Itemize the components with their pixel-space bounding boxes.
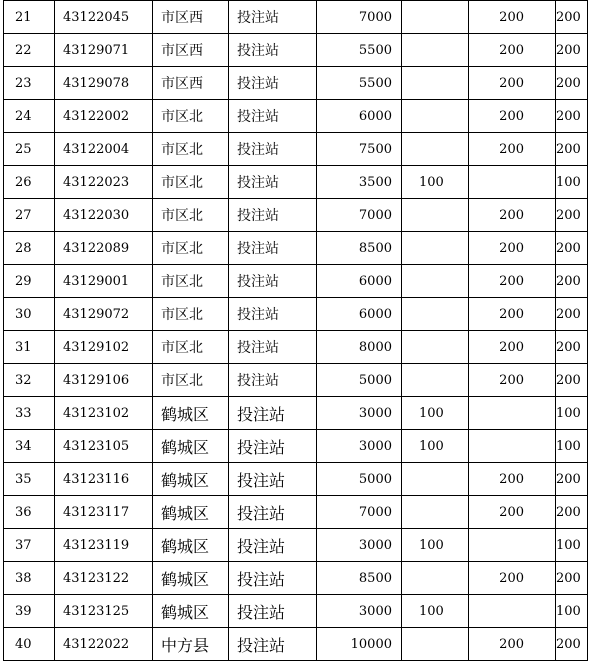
reward-a-cell — [402, 199, 469, 232]
district-cell: 市区西 — [153, 34, 229, 67]
table-row — [4, 100, 588, 133]
total-cell: 200 — [556, 364, 588, 397]
reward-b-cell: 200 — [469, 331, 556, 364]
total-cell: 200 — [556, 133, 588, 166]
reward-a-cell: 100 — [402, 529, 469, 562]
station-code-cell: 43123116 — [55, 463, 153, 496]
type-cell: 投注站 — [229, 331, 317, 364]
reward-a-cell — [402, 463, 469, 496]
reward-b-cell — [469, 166, 556, 199]
reward-b-cell: 200 — [469, 1, 556, 34]
table-row — [4, 628, 588, 661]
type-cell: 投注站 — [229, 199, 317, 232]
station-code-cell: 43123125 — [55, 595, 153, 628]
row-number-cell: 34 — [4, 430, 55, 463]
sales-cell: 8500 — [317, 562, 402, 595]
table-row — [4, 199, 588, 232]
row-number-cell: 26 — [4, 166, 55, 199]
station-code-cell: 43129078 — [55, 67, 153, 100]
district-cell: 市区北 — [153, 199, 229, 232]
station-code-cell: 43122004 — [55, 133, 153, 166]
row-number-cell: 27 — [4, 199, 55, 232]
table-row — [4, 232, 588, 265]
sales-cell: 7000 — [317, 496, 402, 529]
reward-a-cell: 100 — [402, 430, 469, 463]
sales-cell: 7000 — [317, 199, 402, 232]
reward-b-cell: 200 — [469, 133, 556, 166]
district-cell: 市区北 — [153, 133, 229, 166]
table-row — [4, 496, 588, 529]
total-cell: 200 — [556, 463, 588, 496]
row-number-cell: 24 — [4, 100, 55, 133]
row-number-cell: 30 — [4, 298, 55, 331]
district-cell: 鹤城区 — [153, 496, 229, 529]
district-cell: 鹤城区 — [153, 529, 229, 562]
type-cell: 投注站 — [229, 397, 317, 430]
sales-cell: 5000 — [317, 364, 402, 397]
table-row — [4, 298, 588, 331]
total-cell: 200 — [556, 496, 588, 529]
station-code-cell: 43123122 — [55, 562, 153, 595]
district-cell: 市区北 — [153, 364, 229, 397]
station-code-cell: 43129106 — [55, 364, 153, 397]
type-cell: 投注站 — [229, 430, 317, 463]
district-cell: 鹤城区 — [153, 595, 229, 628]
table-row — [4, 562, 588, 595]
total-cell: 100 — [556, 166, 588, 199]
total-cell: 200 — [556, 67, 588, 100]
type-cell: 投注站 — [229, 232, 317, 265]
district-cell: 市区北 — [153, 232, 229, 265]
district-cell: 市区北 — [153, 100, 229, 133]
station-code-cell: 43122089 — [55, 232, 153, 265]
district-cell: 市区北 — [153, 265, 229, 298]
district-cell: 鹤城区 — [153, 430, 229, 463]
station-code-cell: 43129001 — [55, 265, 153, 298]
reward-b-cell — [469, 529, 556, 562]
reward-a-cell — [402, 628, 469, 661]
reward-a-cell: 100 — [402, 397, 469, 430]
row-number-cell: 21 — [4, 1, 55, 34]
station-code-cell: 43123117 — [55, 496, 153, 529]
station-table — [3, 0, 588, 661]
type-cell: 投注站 — [229, 562, 317, 595]
reward-a-cell — [402, 331, 469, 364]
station-code-cell: 43123102 — [55, 397, 153, 430]
reward-b-cell — [469, 397, 556, 430]
total-cell: 200 — [556, 298, 588, 331]
district-cell: 市区北 — [153, 166, 229, 199]
total-cell: 100 — [556, 595, 588, 628]
reward-b-cell: 200 — [469, 496, 556, 529]
total-cell: 100 — [556, 397, 588, 430]
total-cell: 200 — [556, 34, 588, 67]
type-cell: 投注站 — [229, 463, 317, 496]
total-cell: 200 — [556, 232, 588, 265]
type-cell: 投注站 — [229, 166, 317, 199]
reward-a-cell — [402, 232, 469, 265]
station-code-cell: 43129072 — [55, 298, 153, 331]
reward-a-cell — [402, 133, 469, 166]
table-row — [4, 463, 588, 496]
reward-b-cell — [469, 430, 556, 463]
station-code-cell: 43122023 — [55, 166, 153, 199]
district-cell: 鹤城区 — [153, 397, 229, 430]
row-number-cell: 29 — [4, 265, 55, 298]
table-row — [4, 529, 588, 562]
reward-a-cell: 100 — [402, 166, 469, 199]
type-cell: 投注站 — [229, 595, 317, 628]
station-code-cell: 43123105 — [55, 430, 153, 463]
table-row — [4, 397, 588, 430]
reward-b-cell: 200 — [469, 562, 556, 595]
type-cell: 投注站 — [229, 1, 317, 34]
sales-cell: 5500 — [317, 34, 402, 67]
total-cell: 200 — [556, 628, 588, 661]
table-row — [4, 133, 588, 166]
table-row — [4, 34, 588, 67]
district-cell: 市区西 — [153, 67, 229, 100]
sales-cell: 3000 — [317, 397, 402, 430]
reward-a-cell — [402, 67, 469, 100]
total-cell: 200 — [556, 265, 588, 298]
reward-a-cell — [402, 1, 469, 34]
row-number-cell: 40 — [4, 628, 55, 661]
type-cell: 投注站 — [229, 100, 317, 133]
total-cell: 100 — [556, 430, 588, 463]
sales-cell: 5500 — [317, 67, 402, 100]
type-cell: 投注站 — [229, 298, 317, 331]
row-number-cell: 39 — [4, 595, 55, 628]
type-cell: 投注站 — [229, 34, 317, 67]
table-row — [4, 67, 588, 100]
reward-b-cell: 200 — [469, 232, 556, 265]
row-number-cell: 25 — [4, 133, 55, 166]
table-row — [4, 331, 588, 364]
sales-cell: 6000 — [317, 298, 402, 331]
type-cell: 投注站 — [229, 265, 317, 298]
station-code-cell: 43122002 — [55, 100, 153, 133]
sales-cell: 8500 — [317, 232, 402, 265]
row-number-cell: 35 — [4, 463, 55, 496]
total-cell: 100 — [556, 529, 588, 562]
sales-cell: 8000 — [317, 331, 402, 364]
reward-b-cell: 200 — [469, 34, 556, 67]
sales-cell: 7000 — [317, 1, 402, 34]
reward-a-cell — [402, 562, 469, 595]
total-cell: 200 — [556, 199, 588, 232]
type-cell: 投注站 — [229, 67, 317, 100]
district-cell: 鹤城区 — [153, 562, 229, 595]
reward-a-cell — [402, 496, 469, 529]
sales-cell: 3000 — [317, 595, 402, 628]
table-row — [4, 364, 588, 397]
total-cell: 200 — [556, 562, 588, 595]
district-cell: 中方县 — [153, 628, 229, 661]
row-number-cell: 38 — [4, 562, 55, 595]
reward-b-cell: 200 — [469, 199, 556, 232]
station-code-cell: 43123119 — [55, 529, 153, 562]
row-number-cell: 22 — [4, 34, 55, 67]
table-row — [4, 166, 588, 199]
table-row — [4, 265, 588, 298]
sales-cell: 3500 — [317, 166, 402, 199]
sales-cell: 6000 — [317, 265, 402, 298]
row-number-cell: 23 — [4, 67, 55, 100]
type-cell: 投注站 — [229, 133, 317, 166]
total-cell: 200 — [556, 100, 588, 133]
row-number-cell: 37 — [4, 529, 55, 562]
reward-b-cell: 200 — [469, 67, 556, 100]
reward-a-cell: 100 — [402, 595, 469, 628]
station-code-cell: 43122030 — [55, 199, 153, 232]
reward-a-cell — [402, 265, 469, 298]
station-code-cell: 43122045 — [55, 1, 153, 34]
reward-b-cell: 200 — [469, 628, 556, 661]
station-code-cell: 43122022 — [55, 628, 153, 661]
table-row — [4, 430, 588, 463]
total-cell: 200 — [556, 1, 588, 34]
row-number-cell: 31 — [4, 331, 55, 364]
total-cell: 200 — [556, 331, 588, 364]
sales-cell: 5000 — [317, 463, 402, 496]
reward-a-cell — [402, 364, 469, 397]
reward-a-cell — [402, 100, 469, 133]
reward-a-cell — [402, 298, 469, 331]
station-code-cell: 43129102 — [55, 331, 153, 364]
reward-b-cell: 200 — [469, 100, 556, 133]
sales-cell: 7500 — [317, 133, 402, 166]
sales-cell: 3000 — [317, 529, 402, 562]
district-cell: 鹤城区 — [153, 463, 229, 496]
type-cell: 投注站 — [229, 364, 317, 397]
sales-cell: 3000 — [317, 430, 402, 463]
type-cell: 投注站 — [229, 529, 317, 562]
table-body — [4, 1, 588, 661]
reward-a-cell — [402, 34, 469, 67]
table-row — [4, 1, 588, 34]
row-number-cell: 32 — [4, 364, 55, 397]
district-cell: 市区西 — [153, 1, 229, 34]
row-number-cell: 33 — [4, 397, 55, 430]
district-cell: 市区北 — [153, 298, 229, 331]
table-row — [4, 595, 588, 628]
row-number-cell: 28 — [4, 232, 55, 265]
reward-b-cell: 200 — [469, 364, 556, 397]
reward-b-cell: 200 — [469, 298, 556, 331]
row-number-cell: 36 — [4, 496, 55, 529]
sales-cell: 10000 — [317, 628, 402, 661]
reward-b-cell: 200 — [469, 265, 556, 298]
station-code-cell: 43129071 — [55, 34, 153, 67]
reward-b-cell: 200 — [469, 463, 556, 496]
reward-b-cell — [469, 595, 556, 628]
sales-cell: 6000 — [317, 100, 402, 133]
type-cell: 投注站 — [229, 496, 317, 529]
type-cell: 投注站 — [229, 628, 317, 661]
district-cell: 市区北 — [153, 331, 229, 364]
